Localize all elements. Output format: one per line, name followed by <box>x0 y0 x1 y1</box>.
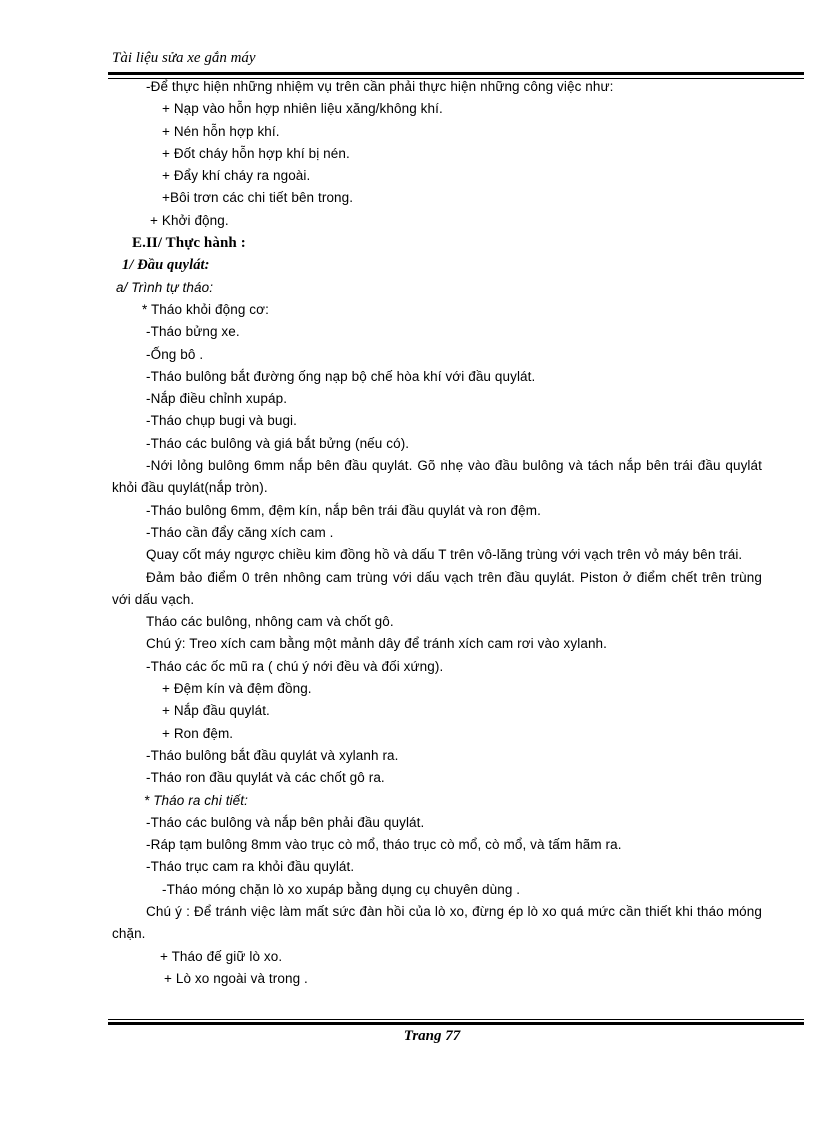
text-line: -Tháo các bulông và giá bắt bửng (nếu có). <box>146 435 410 451</box>
text-line: + Đẩy khí cháy ra ngoài. <box>162 168 311 184</box>
text-line: -Tháo trục cam ra khỏi đầu quylát. <box>146 859 355 875</box>
text-line: -Để thực hiện những nhiệm vụ trên cần phải thực hiện những công việc như: <box>146 79 614 94</box>
text-line: + Đệm kín và đệm đồng. <box>162 681 312 697</box>
header-rule-thick <box>108 72 804 75</box>
text-line: + Ron đệm. <box>162 725 234 741</box>
text-line: -Tháo các bulông và nắp bên phải đầu quylát. <box>146 814 425 830</box>
text-line: -Tháo cần đẩy căng xích cam . <box>146 524 334 540</box>
text-line: -Tháo bửng xe. <box>146 324 240 340</box>
text-line: -Ống bô . <box>146 346 204 362</box>
text-line: -Tháo các ốc mũ ra ( chú ý nới đều và đối xứng). <box>146 658 444 674</box>
text-line: -Tháo chụp bugi và bugi. <box>146 413 297 429</box>
text-line: + Nén hỗn hợp khí. <box>162 123 280 139</box>
footer-rule-thick <box>108 1022 804 1025</box>
text-line: Quay cốt máy ngược chiều kim đồng hồ và dấu T trên vô-lăng trùng với vạch trên vỏ máy bên trái. <box>146 547 743 563</box>
document-body <box>112 76 762 990</box>
text-line: * Tháo khỏi động cơ: <box>142 301 269 317</box>
text-line: + Tháo đế giữ lò xo. <box>160 948 283 964</box>
text-line: a/ Trình tự tháo: <box>116 279 214 295</box>
text-line: -Nắp điều chỉnh xupáp. <box>146 391 288 407</box>
text-line: 1/ Đầu quylát: <box>122 257 210 274</box>
text-line: + Khởi động. <box>150 212 229 228</box>
text-line: -Nới lỏng bulông 6mm nắp bên đầu quylát. Gõ nhẹ vào đầu bulông và tách nắp bên trái đầu quylát khỏi đầu quylát(nắp tròn). <box>112 458 762 496</box>
text-line: + Nắp đầu quylát. <box>162 703 270 719</box>
text-line: -Tháo móng chặn lò xo xupáp bằng dụng cụ chuyên dùng . <box>162 881 521 897</box>
text-line: -Tháo bulông bắt đường ống nạp bộ chế hòa khí với đầu quylát. <box>146 368 536 384</box>
page-number: Trang 77 <box>403 1028 461 1044</box>
text-line: * Tháo ra chi tiết: <box>144 792 248 808</box>
footer-rule-thin <box>108 1019 804 1020</box>
text-line: -Tháo ron đầu quylát và các chốt gô ra. <box>146 770 385 786</box>
text-line: E.II/ Thực hành : <box>132 235 246 252</box>
text-line: Tháo các bulông, nhông cam và chốt gô. <box>146 614 394 630</box>
header-title: Tài liệu sửa xe gắn máy <box>112 50 256 66</box>
text-line: + Nạp vào hỗn hợp nhiên liệu xăng/không khí. <box>162 101 443 117</box>
text-line: Đảm bảo điểm 0 trên nhông cam trùng với dấu vạch trên đầu quylát. Piston ở điểm chết trên trùng với dấu vạch. <box>112 569 762 607</box>
text-line: Chú ý: Treo xích cam bằng một mảnh dây để tránh xích cam rơi vào xylanh. <box>146 636 608 652</box>
text-line: + Đốt cháy hỗn hợp khí bị nén. <box>162 145 350 161</box>
text-line: -Ráp tạm bulông 8mm vào trục cò mổ, tháo trục cò mổ, cò mổ, và tấm hãm ra. <box>146 837 622 853</box>
text-line: -Tháo bulông 6mm, đệm kín, nắp bên trái đầu quylát và ron đệm. <box>146 502 541 518</box>
page-footer <box>0 1027 816 1045</box>
text-line: +Bôi trơn các chi tiết bên trong. <box>162 190 354 206</box>
text-line: Chú ý : Để tránh việc làm mất sức đàn hồi của lò xo, đừng ép lò xo quá mức cần thiết khi tháo móng chặn. <box>112 903 762 942</box>
text-line: + Lò xo ngoài và trong . <box>164 970 308 986</box>
text-line: -Tháo bulông bắt đầu quylát và xylanh ra. <box>146 747 399 763</box>
